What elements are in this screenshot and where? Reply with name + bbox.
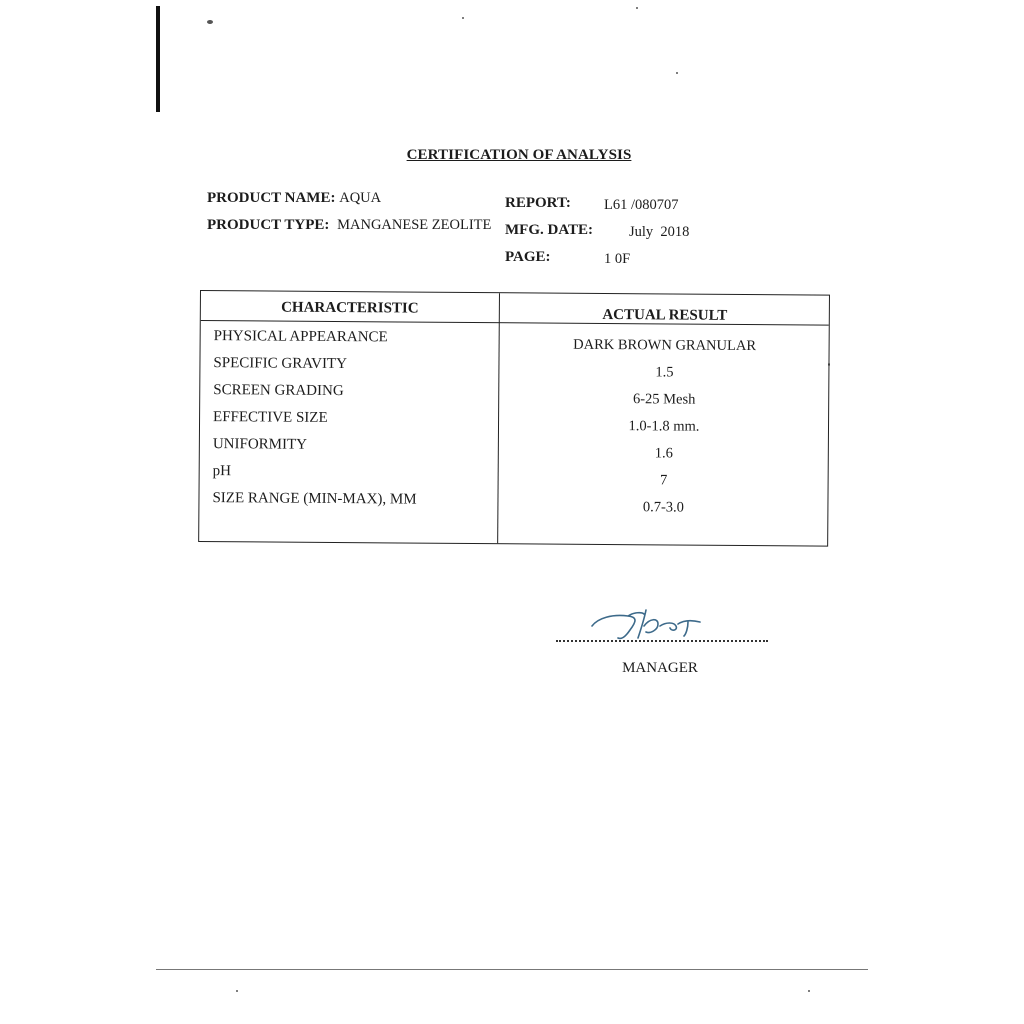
table-row-characteristic: SPECIFIC GRAVITY (213, 355, 348, 373)
analysis-table (198, 290, 830, 547)
report-label: REPORT: (505, 195, 571, 211)
product-type-value: MANGANESE ZEOLITE (337, 217, 492, 233)
table-row-result: 1.5 (655, 364, 674, 381)
product-type-label: PRODUCT TYPE: (207, 217, 330, 233)
actual-result-header: ACTUAL RESULT (602, 306, 728, 324)
table-row-result: DARK BROWN GRANULAR (573, 336, 757, 355)
table-row-characteristic: SIZE RANGE (MIN-MAX), MM (212, 490, 417, 508)
scan-speck (236, 990, 238, 992)
page-value: 1 0F (604, 251, 631, 267)
table-row-characteristic: PHYSICAL APPEARANCE (213, 328, 388, 346)
mfg-date-label: MFG. DATE: (505, 222, 594, 238)
product-type-field (207, 217, 491, 234)
product-name-value: AQUA (339, 190, 382, 206)
table-row-characteristic: SCREEN GRADING (213, 382, 344, 400)
scan-speck (207, 20, 213, 24)
report-value: L61 /080707 (604, 197, 679, 213)
table-row-characteristic: EFFECTIVE SIZE (213, 409, 328, 426)
scan-speck (676, 72, 678, 74)
table-row-result: 0.7-3.0 (642, 499, 685, 516)
mfg-date-value: July 2018 (629, 224, 690, 240)
scan-speck (636, 7, 638, 9)
product-name-field (207, 190, 381, 207)
scan-edge-mark (156, 6, 160, 112)
scan-speck (808, 990, 810, 992)
table-row-result: 7 (659, 472, 668, 489)
footer-rule (156, 969, 868, 970)
signatory-role: MANAGER (622, 660, 698, 676)
scan-speck (462, 17, 464, 19)
page-label: PAGE: (505, 249, 551, 265)
signature-line (556, 636, 768, 642)
table-row-result: 6-25 Mesh (632, 391, 696, 408)
table-row-characteristic: pH (212, 463, 232, 480)
signature-stroke (592, 610, 700, 639)
table-row-result: 1.0-1.8 mm. (628, 418, 700, 435)
document-title: CERTIFICATION OF ANALYSIS (406, 147, 632, 163)
table-row-result: 1.6 (654, 445, 673, 462)
product-name-label: PRODUCT NAME: (207, 190, 336, 206)
table-row-characteristic: UNIFORMITY (212, 436, 308, 453)
characteristic-header: CHARACTERISTIC (281, 299, 419, 317)
